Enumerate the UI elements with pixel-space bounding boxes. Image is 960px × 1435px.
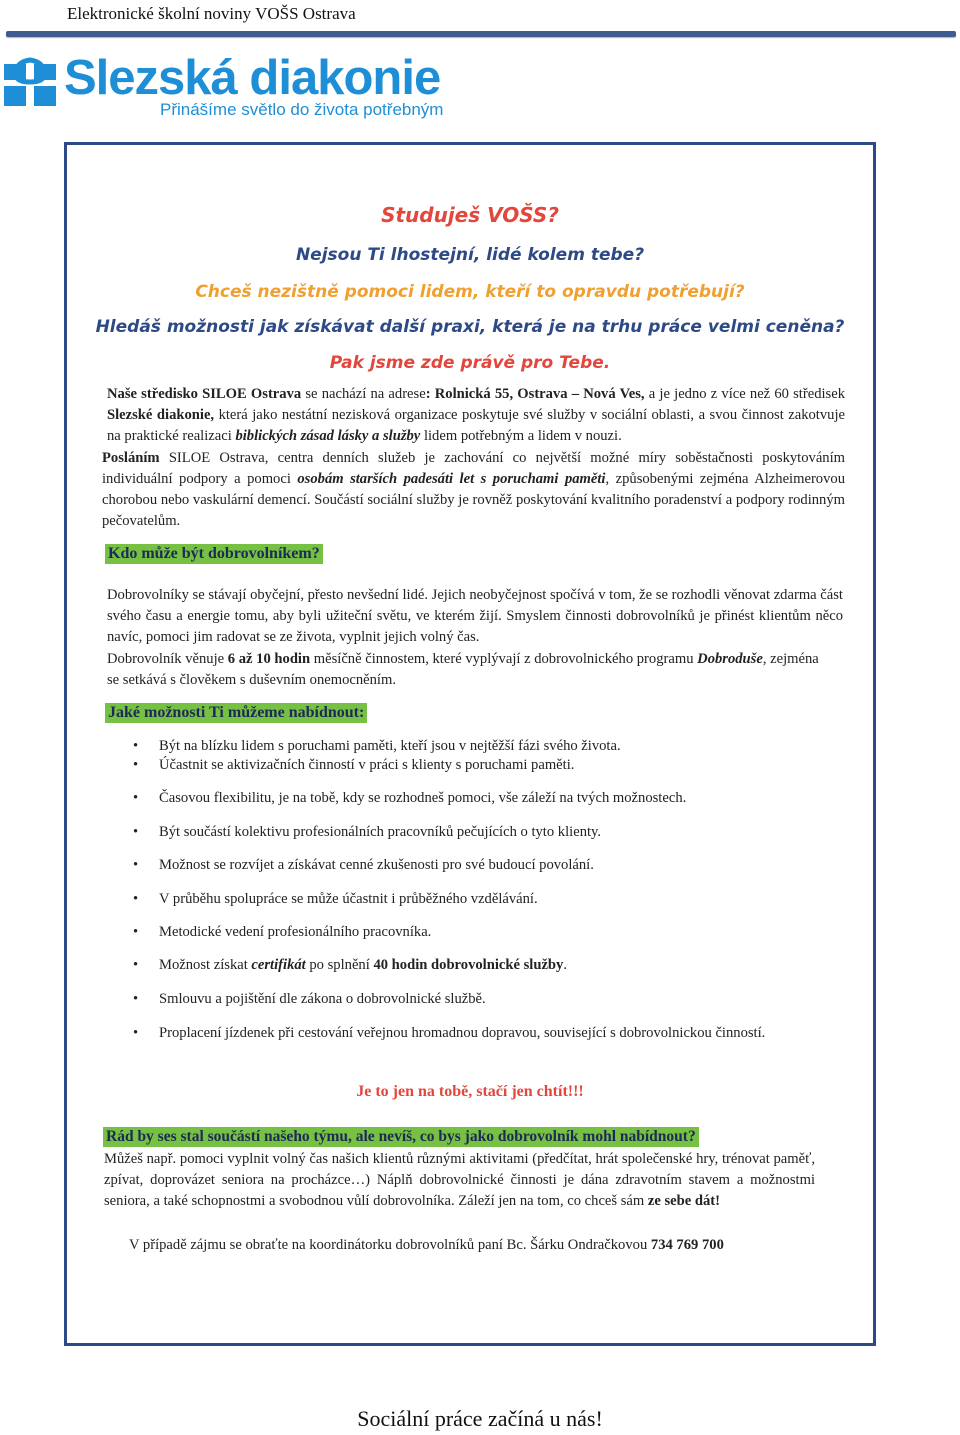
contact-line <box>129 1235 849 1256</box>
section-heading-offers: Jaké možnosti Ti můžeme nabídnout: <box>105 703 367 723</box>
diakonie-emblem-icon <box>4 56 56 108</box>
volunteer-hours-paragraph <box>107 649 823 691</box>
text-run: , způsobenými zejména Alzheimerovou chorobou nebo vaskulární demencí. Součástí sociální služby je rovněž poskytování kvalitního poradenství a podpory rodinným pečovatelům. <box>102 471 845 529</box>
team-paragraph <box>104 1149 815 1212</box>
text-run: po splnění <box>305 957 374 973</box>
text-run: Dobrovolník věnuje <box>107 651 228 667</box>
list-item-text <box>159 856 819 875</box>
text-run: Slezské diakonie, <box>107 407 215 423</box>
list-item-text <box>159 737 819 756</box>
headline-studujes: Studuješ VOŠS? <box>381 203 559 227</box>
headline-nejsou-lhostejni: Nejsou Ti lhostejní, lidé kolem tebe? <box>295 245 645 265</box>
bullet-icon: • <box>133 957 139 973</box>
call-to-action: Je to jen na tobě, stačí jen chtít!!! <box>356 1083 584 1100</box>
headline-hledas-praxi: Hledáš možnosti jak získávat další praxi, která je na trhu práce velmi ceněna? <box>95 317 845 337</box>
list-item-text <box>159 890 819 909</box>
bullet-icon: • <box>133 991 139 1007</box>
header-divider <box>6 31 956 37</box>
headline-pak-jsme-zde: Pak jsme zde právě pro Tebe. <box>329 353 611 373</box>
slezska-diakonie-logo <box>4 51 474 122</box>
text-run: V případě zájmu se obraťte na koordinátorku dobrovolníků paní Bc. Šárku Ondračkovou <box>129 1237 651 1253</box>
volunteers-paragraph: Dobrovolníky se stávají obyčejní, přesto nevšední lidé. Jejich neobyčejnost spočívá v tom, že se rozhodli věnovat zdarma část svého času a energie tomu, aby byli užiteční světu, ve kterém žijí. Smyslem činnosti dobrovolníků je přinést klientům něco navíc, pomoci jim radovat se ze života, vyplnit jejich volný čas. <box>107 587 843 645</box>
newsletter-title: Elektronické školní noviny VOŠS Ostrava <box>67 4 356 23</box>
text-run: 6 až 10 hodin <box>227 651 311 667</box>
intro-paragraph <box>107 384 845 447</box>
text-run: Dobroduše <box>697 651 763 667</box>
text-run: Smlouvu a pojištění dle zákona o dobrovolnické službě. <box>159 991 486 1007</box>
section-heading-who: Kdo může být dobrovolníkem? <box>105 544 323 564</box>
bullet-icon: • <box>133 857 139 873</box>
footer-slogan: Sociální práce začíná u nás! <box>357 1406 603 1431</box>
text-run: biblických zásad lásky a služby <box>235 428 421 444</box>
bullet-icon: • <box>133 924 139 940</box>
text-run: ze sebe dát! <box>647 1193 721 1209</box>
bullet-icon: • <box>133 790 139 806</box>
list-item-text <box>159 789 819 808</box>
bullet-icon: • <box>133 1025 139 1041</box>
bullet-icon: • <box>133 824 139 840</box>
text-run: Účastnit se aktivizačních činností v práci s klienty s poruchami paměti. <box>159 757 575 773</box>
text-run: Proplacení jízdenek při cestování veřejnou hromadnou dopravou, související s dobrovolnickou činností. <box>159 1025 766 1041</box>
text-run: Být na blízku lidem s poruchami paměti, kteří jsou v nejtěžší fázi svého života. <box>159 738 621 754</box>
headline-chces-pomoci: Chceš nezištně pomoci lidem, kteří to opravdu potřebují? <box>195 282 745 302</box>
text-run: Posláním <box>102 450 160 466</box>
volunteer-flyer <box>64 142 876 1346</box>
logo-tagline: Přinášíme světlo do života potřebným <box>160 100 444 119</box>
text-run: . <box>563 957 568 973</box>
text-run: SILOE Ostrava, centra denních služeb je zachování co největší možné míry soběstačnosti poskytováním individuální podpory a pomoci <box>102 450 845 487</box>
logo-name: Slezská diakonie <box>64 51 441 105</box>
list-item-text <box>159 756 819 775</box>
text-run: a je jedno z více než 60 středisek <box>644 386 845 402</box>
text-run: měsíčně činnostem, které vyplývají z dobrovolnického programu <box>310 651 698 667</box>
text-run: lidem potřebným a lidem v nouzi. <box>420 428 622 444</box>
list-item-text <box>159 990 819 1009</box>
text-run: osobám starších padesáti let s poruchami paměti <box>297 471 606 487</box>
text-run: 734 769 700 <box>650 1237 724 1253</box>
text-run: , zejména se setkává s člověkem s duševním onemocněním. <box>107 651 819 688</box>
text-run: certifikát <box>251 957 306 973</box>
list-item-text <box>159 823 819 842</box>
text-run: Metodické vedení profesionálního pracovníka. <box>159 924 432 940</box>
text-run: Můžeš např. pomoci vyplnit volný čas našich klientů různými aktivitami (předčítat, hrát společenské hry, trénovat paměť, zpívat, doprovázet seniora na procházce…) Náplň dobrovolnické činnosti je dána zdravotním stavem a možnostmi seniora, a také schopnostmi a svobodnou vůlí dobrovolníka. Záleží jen na tom, co chceš sám <box>104 1151 815 1209</box>
bullet-icon: • <box>133 891 139 907</box>
text-run: která jako nestátní nezisková organizace poskytuje své služby v sociální oblasti, a svou činnost zakotvuje na praktické realizaci <box>107 407 845 444</box>
text-run: 40 hodin dobrovolnické služby <box>373 957 564 973</box>
section-heading-team: Rád by ses stal součástí našeho týmu, ale nevíš, co bys jako dobrovolník mohl nabídnout? <box>103 1127 699 1147</box>
bullet-icon: • <box>133 757 139 773</box>
list-item-text <box>159 1024 819 1043</box>
text-run: Možnost se rozvíjet a získávat cenné zkušenosti pro své budoucí povolání. <box>159 857 594 873</box>
text-run: V průběhu spolupráce se může účastnit i průběžného vzdělávání. <box>159 891 538 907</box>
text-run: Naše středisko SILOE Ostrava <box>107 386 302 402</box>
list-item-text <box>159 923 819 942</box>
text-run: Být součástí kolektivu profesionálních pracovníků pečujících o tyto klienty. <box>159 824 602 840</box>
text-run: Časovou flexibilitu, je na tobě, kdy se rozhodneš pomoci, vše záleží na tvých možnostech. <box>159 790 687 806</box>
list-item-text <box>159 956 819 975</box>
text-run: Možnost získat <box>159 957 252 973</box>
bullet-icon: • <box>133 738 139 754</box>
mission-paragraph <box>102 448 845 532</box>
text-run: : Rolnická 55, Ostrava – Nová Ves, <box>425 386 645 402</box>
text-run: se nachází na adrese <box>301 386 426 402</box>
